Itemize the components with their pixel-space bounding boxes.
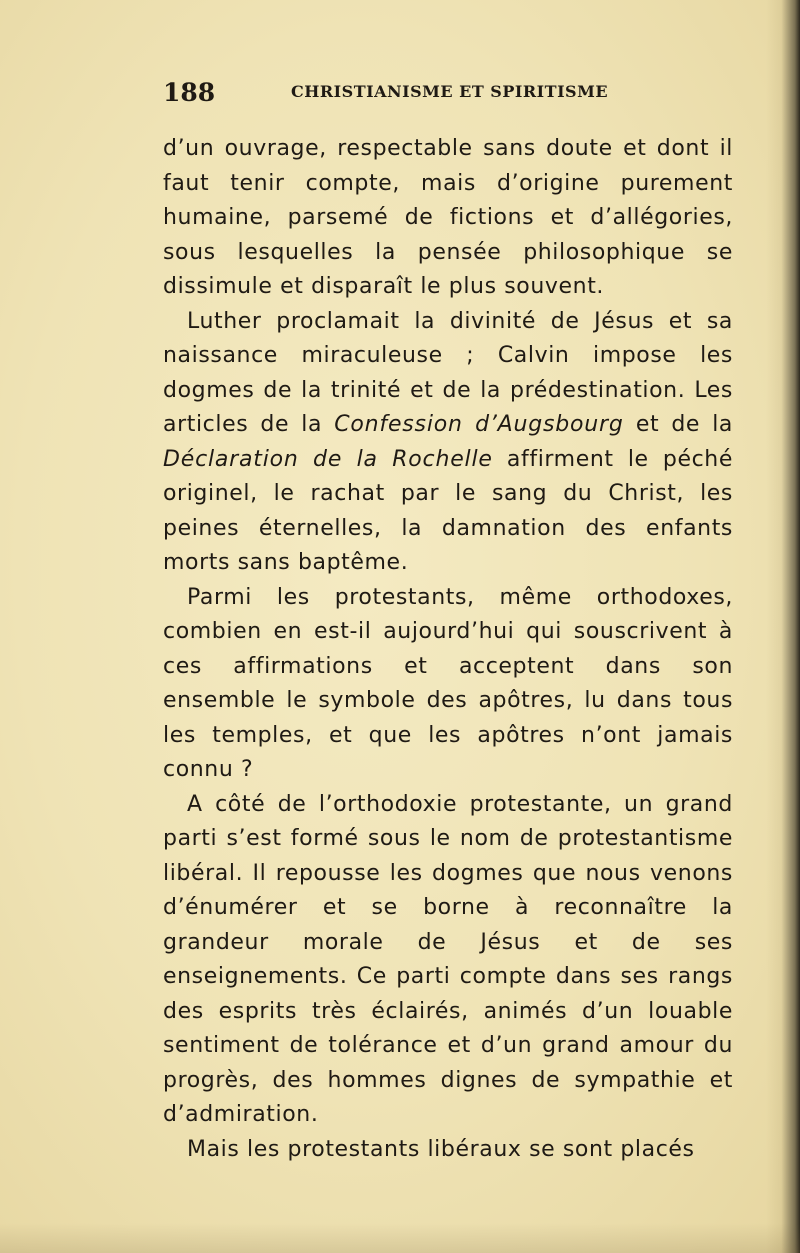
- paragraph-2-text-a: Luther proclamait la divinité de Jésus et sa naissance miraculeuse ; Calvin impose les dogmes de la trinité et de la prédestination. Les articles de la: [163, 308, 733, 437]
- paragraph-5: Mais les protestants libéraux se sont placés: [187, 1136, 695, 1162]
- paragraph-4: A côté de l’orthodoxie protestante, un grand parti s’est formé sous le nom de protestantisme libéral. Il repousse les dogmes que nous venons d’énumérer et se borne à reconnaître la grandeur morale de Jésus et de ses enseignements. Ce parti compte dans ses rangs des esprits très éclairés, animés d’un louable sentiment de tolérance et d’un grand amour du progrès, des hommes dignes de sympathie et d’admiration.: [163, 791, 733, 1127]
- paragraph-2-text-c: affirment le péché originel, le rachat par le sang du Christ, les peines éternelles, la damnation des enfants morts sans baptême.: [163, 446, 733, 575]
- paragraph-2: [163, 305, 733, 581]
- paragraph-1: d’un ouvrage, respectable sans doute et dont il faut tenir compte, mais d’origine purement humaine, parsemé de fictions et d’allégories, sous lesquelles la pensée philosophique se dissimule et disparaît le plus souvent.: [163, 136, 733, 299]
- italic-title-declaration: Déclaration de la Rochelle: [163, 446, 493, 472]
- paragraph-2-text-b: et de la: [623, 412, 733, 437]
- running-title: CHRISTIANISME ET SPIRITISME: [291, 82, 609, 101]
- page-header: [163, 78, 763, 108]
- page-bottom-shade: [0, 1223, 800, 1253]
- body-text: [163, 132, 733, 1167]
- page-number: 188: [163, 78, 216, 107]
- page-edge-shadow: [766, 0, 800, 1253]
- italic-title-confession: Confession d’Augsbourg: [334, 412, 624, 437]
- paragraph-3: Parmi les protestants, même orthodoxes, combien en est-il aujourd’hui qui souscrivent à ces affirmations et acceptent dans son ensemble le symbole des apôtres, lu dans tous les temples, et que les apôtres n’ont jamais connu ?: [163, 584, 733, 782]
